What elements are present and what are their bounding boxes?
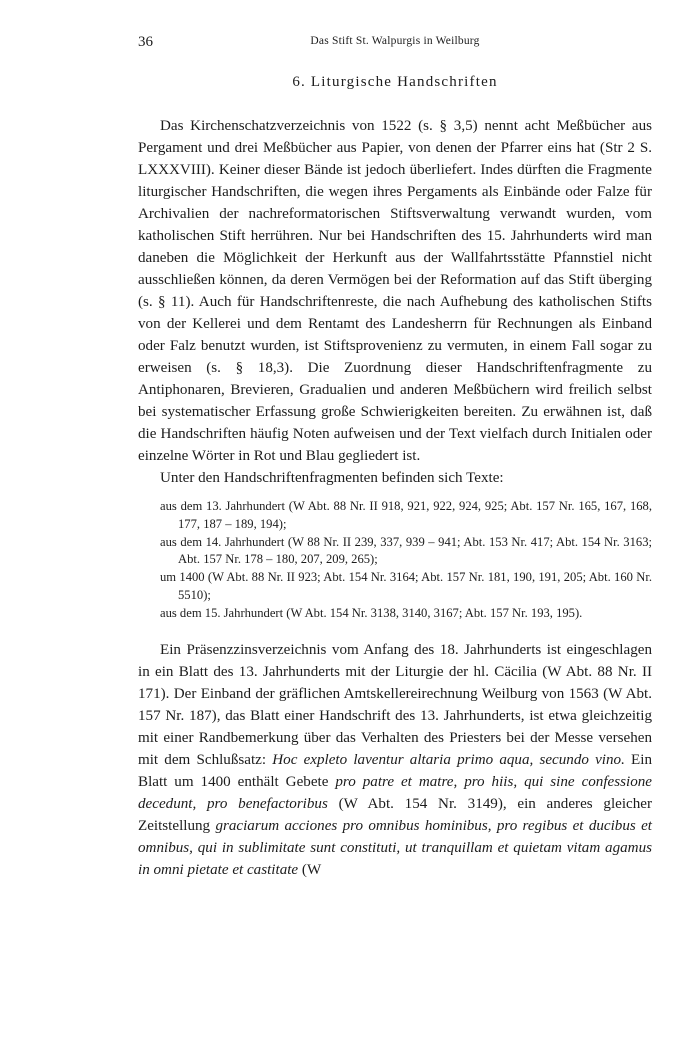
fragment-list (138, 498, 652, 623)
latin-quote-2: pro patre et matre, pro hiis, qui sine confessione decedunt, pro benefactoribus (138, 773, 652, 812)
paragraph-3-text-a: Ein Präsenzzinsverzeichnis vom Anfang des 18. Jahrhunderts ist eingeschlagen in ein Blatt des 13. Jahrhunderts mit der Liturgie der hl. Cäcilia (W Abt. 88 Nr. II 171). Der Einband der gräflichen Amtskellereirechnung Weilburg von 1563 (W Abt. 157 Nr. 187), das Blatt einer Handschrift des 13. Jahrhunderts, ist etwa gleichzeitig mit einer Randbemerkung über das Verhalten des Priesters bei der Messe versehen mit dem Schlußsatz: (138, 641, 652, 768)
paragraph-3-text-b: Ein Blatt um 1400 enthält Gebete (138, 751, 653, 790)
body-text (138, 115, 652, 881)
list-item: aus dem 14. Jahrhundert (W 88 Nr. II 239, 337, 939 – 941; Abt. 153 Nr. 417; Abt. 154 Nr. 3163; Abt. 157 Nr. 178 – 180, 207, 209, 265); (160, 534, 652, 567)
latin-quote-1: Hoc expleto laventur altaria primo aqua, secundo vino. (272, 751, 625, 768)
paragraph-2: Unter den Handschriftenfragmenten befinden sich Texte: (160, 470, 504, 486)
paragraph-3-text-c: (W Abt. 154 Nr. 3149), ein anderes gleicher Zeitstellung (138, 795, 652, 834)
list-item: um 1400 (W Abt. 88 Nr. II 923; Abt. 154 Nr. 3164; Abt. 157 Nr. 181, 190, 191, 205; Abt. 160 Nr. 5510); (160, 570, 652, 602)
page-number: 36 (138, 34, 153, 50)
list-item: aus dem 15. Jahrhundert (W Abt. 154 Nr. 3138, 3140, 3167; Abt. 157 Nr. 193, 195). (160, 605, 583, 620)
paragraph-1: Das Kirchenschatzverzeichnis von 1522 (s. § 3,5) nennt acht Meßbücher aus Pergament und drei Meßbücher aus Papier, von denen der Pfarrer eins hat (Str 2 S. LXXXVIII). Keiner dieser Bände ist jedoch überliefert. Indes dürften die Fragmente liturgischer Handschriften, die wegen ihres Pergaments als Einbände oder Falze für Archivalien der nachreformatorischen Stiftsverwaltung verwandt wurden, vom katholischen Stift herrühren. Nur bei Handschriften des 15. Jahrhunderts wird man daneben die Möglichkeit der Herkunft aus der Wallfahrtsstätte Pfannstiel nicht ausschließen können, da deren Vermögen bei der Reformation auf das Stift überging (s. § 11). Auch für Handschriftenreste, die nach Aufhebung des katholischen Stifts von der Kellerei und dem Rentamt des Landesherrn für Rechnungen als Einband oder Falz benutzt wurden, ist Stiftsprovenienz zu vermuten, in einem Fall sogar zu erweisen (s. § 18,3). Die Zuordnung dieser Handschriftenfragmente zu Antiphonaren, Brevieren, Gradualien und anderen Meßbüchern wird freilich selbst bei systematischer Erfassung große Schwierigkeiten bereiten. Zu erwähnen ist, daß die Handschriften häufig Noten aufweisen und der Text vielfach durch Initialen oder einzelne Wörter in Rot und Blau gegliedert ist. (138, 118, 652, 464)
paragraph-3-text-d: (W (298, 861, 322, 878)
paragraph-3 (138, 639, 652, 881)
running-title: Das Stift St. Walpurgis in Weilburg (310, 35, 480, 47)
section-heading: 6. Liturgische Handschriften (292, 74, 498, 90)
list-item: aus dem 13. Jahrhundert (W Abt. 88 Nr. II 918, 921, 922, 924, 925; Abt. 157 Nr. 165, 167, 168, 177, 187 – 189, 194); (160, 499, 652, 531)
latin-quote-3: graciarum acciones pro omnibus hominibus, pro regibus et ducibus et omnibus, qui in sublimitate sunt constituti, ut tranquillam et quietam vitam agamus in omni pietate et castitate (138, 817, 652, 878)
page-header (138, 34, 652, 54)
